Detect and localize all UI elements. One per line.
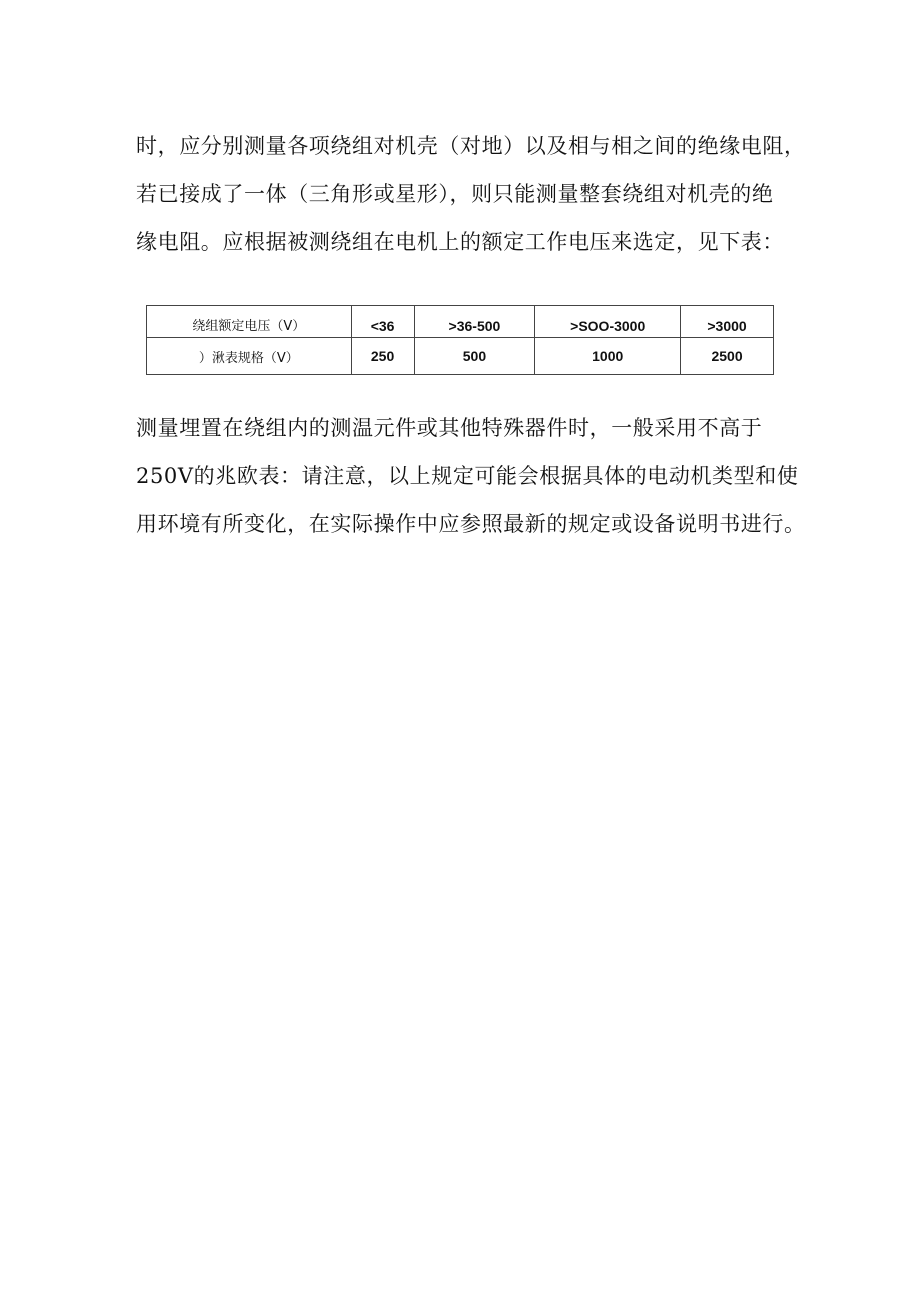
row-header-meter-spec: ）湫表规格（V）: [147, 338, 352, 375]
table-cell: >SOO-3000: [535, 306, 681, 338]
paragraph-line: 测量埋置在绕组内的测温元件或其他特殊器件时，一般采用不高于: [136, 416, 763, 440]
table-row: [147, 338, 774, 375]
paragraph-line: 缘电阻。应根据被测绕组在电机上的额定工作电压来选定，见下表：: [136, 230, 784, 254]
table-cell: 2500: [681, 338, 774, 375]
table-cell: 250: [351, 338, 414, 375]
table-cell: >36-500: [414, 306, 535, 338]
table-cell: 1000: [535, 338, 681, 375]
voltage-spec-table: [146, 305, 774, 375]
paragraph-line: 时，应分别测量各项绕组对机壳（对地）以及相与相之间的绝缘电阻，: [136, 134, 806, 158]
table-row: [147, 306, 774, 338]
table-cell: 500: [414, 338, 535, 375]
note-paragraph: [136, 404, 806, 548]
intro-paragraph: [136, 122, 806, 266]
paragraph-line: 若已接成了一体（三角形或星形），则只能测量整套绕组对机壳的绝: [136, 182, 774, 206]
table-cell: <36: [351, 306, 414, 338]
row-header-rated-voltage: 绕组额定电压（V）: [147, 306, 352, 338]
paragraph-line: 250V的兆欧表：请注意，以上规定可能会根据具体的电动机类型和使: [136, 464, 799, 488]
paragraph-line: 用环境有所变化，在实际操作中应参照最新的规定或设备说明书进行。: [136, 512, 806, 536]
table-cell: >3000: [681, 306, 774, 338]
